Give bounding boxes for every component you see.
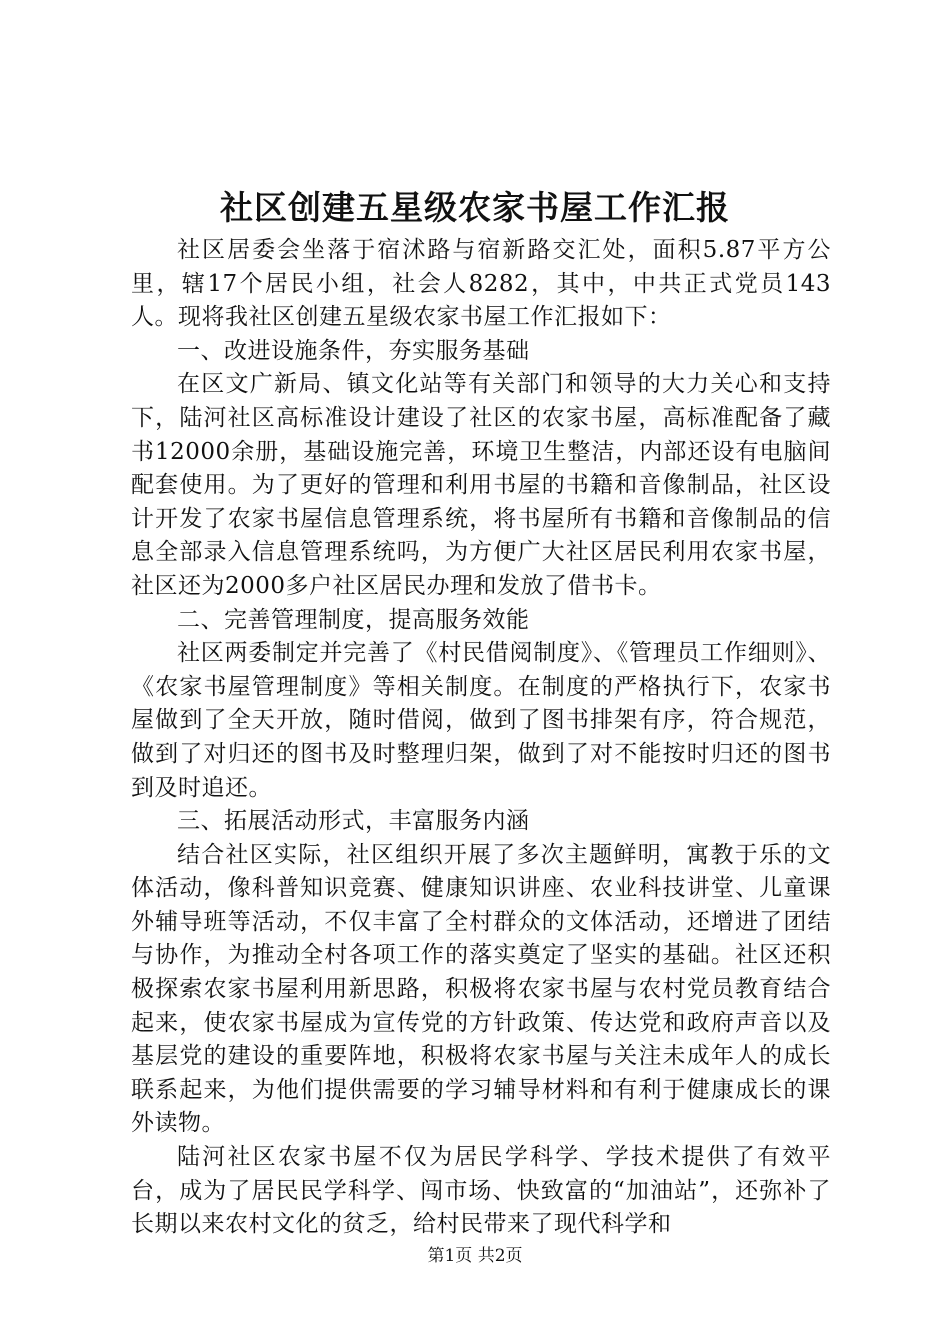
document-body — [131, 234, 831, 1242]
section-heading-1: 一、改进设施条件，夯实服务基础 — [177, 337, 530, 364]
paragraph-intro: 社区居委会坐落于宿沭路与宿新路交汇处，面积5.87平方公里，辖17个居民小组，社会人8282，其中，中共正式党员143人。现将我社区创建五星级农家书屋工作汇报如下： — [131, 237, 831, 331]
paragraph-conclusion: 陆河社区农家书屋不仅为居民学科学、学技术提供了有效平台，成为了居民民学科学、闯市场、快致富的“加油站”，还弥补了长期以来农村文化的贫乏，给村民带来了现代科学和 — [131, 1144, 831, 1238]
section-heading-2: 二、完善管理制度，提高服务效能 — [177, 606, 530, 633]
paragraph-section-2: 社区两委制定并完善了《村民借阅制度》、《管理员工作细则》、《农家书屋管理制度》等相关制度。在制度的严格执行下，农家书屋做到了全天开放，随时借阅，做到了图书排架有序，符合规范，做到了对归还的图书及时整理归架，做到了对不能按时归还的图书到及时追还。 — [131, 640, 831, 801]
document-title: 社区创建五星级农家书屋工作汇报 — [220, 188, 730, 227]
paragraph-section-1: 在区文广新局、镇文化站等有关部门和领导的大力关心和支持下，陆河社区高标准设计建设了社区的农家书屋，高标准配备了藏书12000余册，基础设施完善，环境卫生整洁，内部还设有电脑间配套使用。为了更好的管理和利用书屋的书籍和音像制品，社区设计开发了农家书屋信息管理系统，将书屋所有书籍和音像制品的信息全部录入信息管理系统吗，为方便广大社区居民利用农家书屋，社区还为2000多户社区居民办理和发放了借书卡。 — [131, 371, 831, 599]
section-heading-3: 三、拓展活动形式，丰富服务内涵 — [177, 808, 530, 835]
page-number-footer: 第1页 共2页 — [427, 1246, 523, 1266]
paragraph-section-3: 结合社区实际，社区组织开展了多次主题鲜明，寓教于乐的文体活动，像科普知识竞赛、健康知识讲座、农业科技讲堂、儿童课外辅导班等活动，不仅丰富了全村群众的文体活动，还增进了团结与协作，为推动全村各项工作的落实奠定了坚实的基础。社区还积极探索农家书屋利用新思路，积极将农家书屋与农村党员教育结合起来，使农家书屋成为宣传党的方针政策、传达党和政府声音以及基层党的建设的重要阵地，积极将农家书屋与关注未成年人的成长联系起来，为他们提供需要的学习辅导材料和有利于健康成长的课外读物。 — [131, 841, 831, 1137]
